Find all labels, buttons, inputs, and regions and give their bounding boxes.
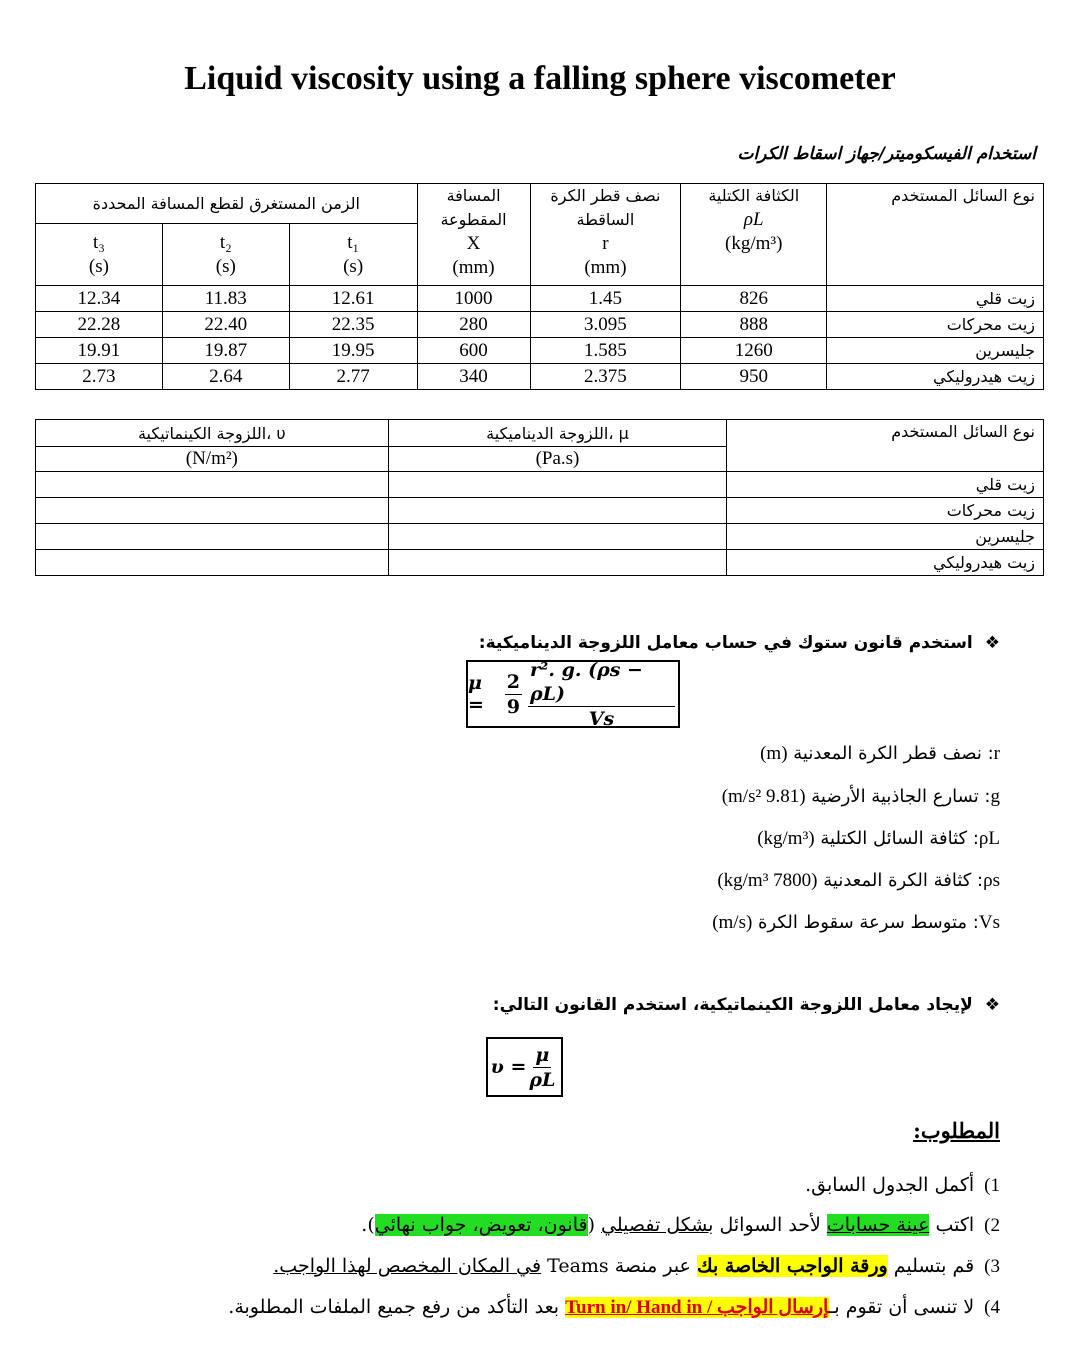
required-item-4	[228, 1292, 1000, 1323]
radius-cell: 3.095	[530, 312, 681, 338]
t3-cell: 19.91	[36, 338, 163, 364]
table-row	[36, 338, 1044, 364]
diamond-bullet-icon: ❖	[984, 995, 1000, 1015]
density-cell: 826	[681, 286, 827, 312]
item-text: بعد التأكد من رفع جميع الملفات المطلوبة.	[228, 1296, 566, 1318]
kinematic-cell[interactable]	[36, 472, 389, 498]
stokes-coefficient	[505, 670, 522, 719]
item-number: 2)	[984, 1215, 1000, 1236]
kinematic-cell[interactable]	[36, 550, 389, 576]
stokes-denominator: Vs	[588, 707, 615, 730]
def-text: : تسارع الجاذبية الأرضية	[811, 786, 991, 807]
kinematic-numerator: μ	[535, 1043, 550, 1066]
t2-cell: 11.83	[162, 286, 289, 312]
t1-cell: 19.95	[289, 338, 417, 364]
def-symbol: g	[990, 786, 1000, 807]
stokes-lhs: μ =	[468, 672, 484, 716]
def-unit: (m/s)	[712, 912, 753, 933]
definition-rho-l	[757, 828, 1000, 850]
page-title: Liquid viscosity using a falling sphere viscometer	[184, 60, 896, 97]
table-row	[36, 312, 1044, 338]
density-header-symbol: ρL	[743, 209, 764, 230]
def-unit: (7800 kg/m³)	[717, 870, 818, 891]
item-text: عبر منصة Teams	[541, 1255, 697, 1277]
def-unit: (m)	[760, 743, 788, 764]
radius-cell: 1.45	[530, 286, 681, 312]
item-number: 1)	[984, 1175, 1000, 1196]
radius-cell: 2.375	[530, 364, 681, 390]
item-text: قم بتسليم	[887, 1255, 975, 1277]
table-row	[36, 472, 1044, 498]
t2-unit: (s)	[215, 255, 236, 277]
table-row	[36, 524, 1044, 550]
t3-unit: (s)	[88, 255, 109, 277]
dynamic-cell[interactable]	[388, 524, 727, 550]
fluid-cell: زيت محركات	[827, 312, 1044, 338]
page-subtitle: استخدام الفيسكوميتر/جهاز اسقاط الكرات	[737, 144, 1036, 164]
kinematic-fraction	[529, 1043, 555, 1092]
dynamic-cell[interactable]	[388, 498, 727, 524]
def-text: : نصف قطر الكرة المعدنية	[793, 743, 994, 764]
fluid-cell: زيت قلي	[727, 472, 1044, 498]
item-text-underlined: بشكل تفصيلي	[601, 1214, 714, 1236]
def-unit: (9.81 m/s²)	[721, 786, 806, 807]
density-cell: 888	[681, 312, 827, 338]
fluid-cell: زيت هيدروليكي	[827, 364, 1044, 390]
t2-label: t₂	[219, 231, 232, 253]
fluid-cell: زيت قلي	[827, 286, 1044, 312]
item-text: لا تنسى أن تقوم بـ	[828, 1296, 975, 1318]
density-header	[681, 184, 827, 286]
def-symbol: ρL	[978, 828, 1000, 849]
stokes-coef-num: 2	[506, 670, 521, 693]
density-cell: 1260	[681, 338, 827, 364]
kinematic-cell[interactable]	[36, 524, 389, 550]
kinematic-denominator: ρL	[529, 1068, 556, 1091]
t2-cell: 22.40	[162, 312, 289, 338]
table-row	[36, 364, 1044, 390]
table-row	[36, 550, 1044, 576]
t1-cell: 22.35	[289, 312, 417, 338]
distance-header	[417, 184, 530, 286]
t3-cell: 12.34	[36, 286, 163, 312]
density-header-label: الكثافة الكتلية	[708, 186, 800, 205]
required-heading: المطلوب:	[913, 1118, 1000, 1143]
diamond-bullet-icon: ❖	[984, 633, 1000, 653]
item-text: (	[587, 1214, 602, 1236]
fluid-header: نوع السائل المستخدم	[727, 420, 1044, 472]
radius-header	[530, 184, 681, 286]
dynamic-unit: (Pa.s)	[388, 447, 727, 472]
def-text: : متوسط سرعة سقوط الكرة	[758, 912, 979, 933]
t3-label: t₃	[92, 231, 105, 253]
kinematic-header: اللزوجة الكينماتيكية، υ	[36, 420, 389, 447]
definition-g	[722, 786, 1000, 808]
kinematic-unit: (N/m²)	[36, 447, 389, 472]
t2-cell: 2.64	[162, 364, 289, 390]
t1-cell: 12.61	[289, 286, 417, 312]
table-row	[36, 498, 1044, 524]
def-text: : كثافة الكرة المعدنية	[823, 870, 984, 891]
dynamic-header: اللزوجة الديناميكية، μ	[388, 420, 727, 447]
kinematic-heading	[493, 995, 1000, 1015]
t1-label: t₁	[347, 231, 360, 253]
t1-header	[289, 224, 417, 286]
highlight-turn-in: إرسال الواجب / Turn in/ Hand in	[565, 1297, 829, 1318]
fluid-cell: زيت محركات	[727, 498, 1044, 524]
fluid-cell: جليسرين	[727, 524, 1044, 550]
item-text: اكتب	[929, 1214, 975, 1236]
required-item-3	[273, 1251, 1000, 1282]
distance-cell: 280	[417, 312, 530, 338]
required-item-1	[805, 1170, 1000, 1201]
fluid-header: نوع السائل المستخدم	[827, 184, 1044, 286]
stokes-heading-text: استخدم قانون ستوك في حساب معامل اللزوجة الديناميكية:	[478, 633, 973, 653]
t2-cell: 19.87	[162, 338, 289, 364]
stokes-formula	[466, 660, 680, 728]
kinematic-lhs: υ =	[490, 1056, 527, 1078]
t3-header	[36, 224, 163, 286]
item-text: لأحد السوائل	[713, 1214, 827, 1236]
t1-cell: 2.77	[289, 364, 417, 390]
highlight-sample-calculations: عينة حسابات	[826, 1214, 930, 1236]
stokes-main-fraction	[528, 658, 675, 731]
radius-header-symbol: r	[602, 233, 609, 254]
radius-header-label: نصف قطر الكرة الساقطة	[550, 186, 661, 229]
fluid-cell: جليسرين	[827, 338, 1044, 364]
highlight-homework-sheet: ورقة الواجب الخاصة بك	[696, 1255, 888, 1277]
def-symbol: ρs	[983, 870, 1000, 891]
item-number: 3)	[984, 1256, 1000, 1277]
def-symbol: Vs	[978, 912, 1000, 933]
radius-cell: 1.585	[530, 338, 681, 364]
highlight-law-substitution-answer: قانون، تعويض، جواب نهائي	[374, 1214, 588, 1236]
t1-unit: (s)	[343, 255, 364, 277]
definition-r	[760, 743, 1000, 765]
item-text-underlined: في المكان المخصص لهذا الواجب.	[273, 1255, 542, 1277]
item-text: ).	[361, 1214, 375, 1236]
definition-rho-s	[717, 870, 1000, 892]
item-number: 4)	[984, 1297, 1000, 1318]
distance-header-label: المسافة المقطوعة	[440, 186, 507, 229]
t2-header	[162, 224, 289, 286]
kinematic-heading-text: لإيجاد معامل اللزوجة الكينماتيكية، استخدم القانون التالي:	[492, 995, 973, 1015]
item-text: أكمل الجدول السابق.	[805, 1174, 975, 1196]
def-unit: (kg/m³)	[757, 828, 815, 849]
kinematic-formula	[486, 1037, 563, 1097]
def-text: : كثافة السائل الكتلية	[820, 828, 979, 849]
required-item-2	[361, 1210, 1000, 1241]
distance-header-symbol: X	[466, 233, 481, 254]
measurements-table	[35, 183, 1044, 390]
kinematic-cell[interactable]	[36, 498, 389, 524]
def-symbol: r	[993, 743, 1000, 764]
radius-header-unit: (mm)	[584, 257, 627, 278]
t3-cell: 22.28	[36, 312, 163, 338]
definition-vs	[712, 912, 1000, 934]
viscosity-results-table	[35, 419, 1044, 576]
dynamic-cell[interactable]	[388, 550, 727, 576]
distance-header-unit: (mm)	[452, 257, 495, 278]
table-row	[36, 286, 1044, 312]
dynamic-cell[interactable]	[388, 472, 727, 498]
density-header-unit: (kg/m³)	[725, 233, 783, 254]
distance-cell: 1000	[417, 286, 530, 312]
stokes-numerator: r². g. (ρs − ρL)	[528, 658, 675, 707]
distance-cell: 600	[417, 338, 530, 364]
density-cell: 950	[681, 364, 827, 390]
time-group-header: الزمن المستغرق لقطع المسافة المحددة	[36, 184, 418, 224]
fluid-cell: زيت هيدروليكي	[727, 550, 1044, 576]
stokes-heading	[479, 633, 1000, 653]
distance-cell: 340	[417, 364, 530, 390]
stokes-coef-den: 9	[506, 695, 521, 718]
t3-cell: 2.73	[36, 364, 163, 390]
